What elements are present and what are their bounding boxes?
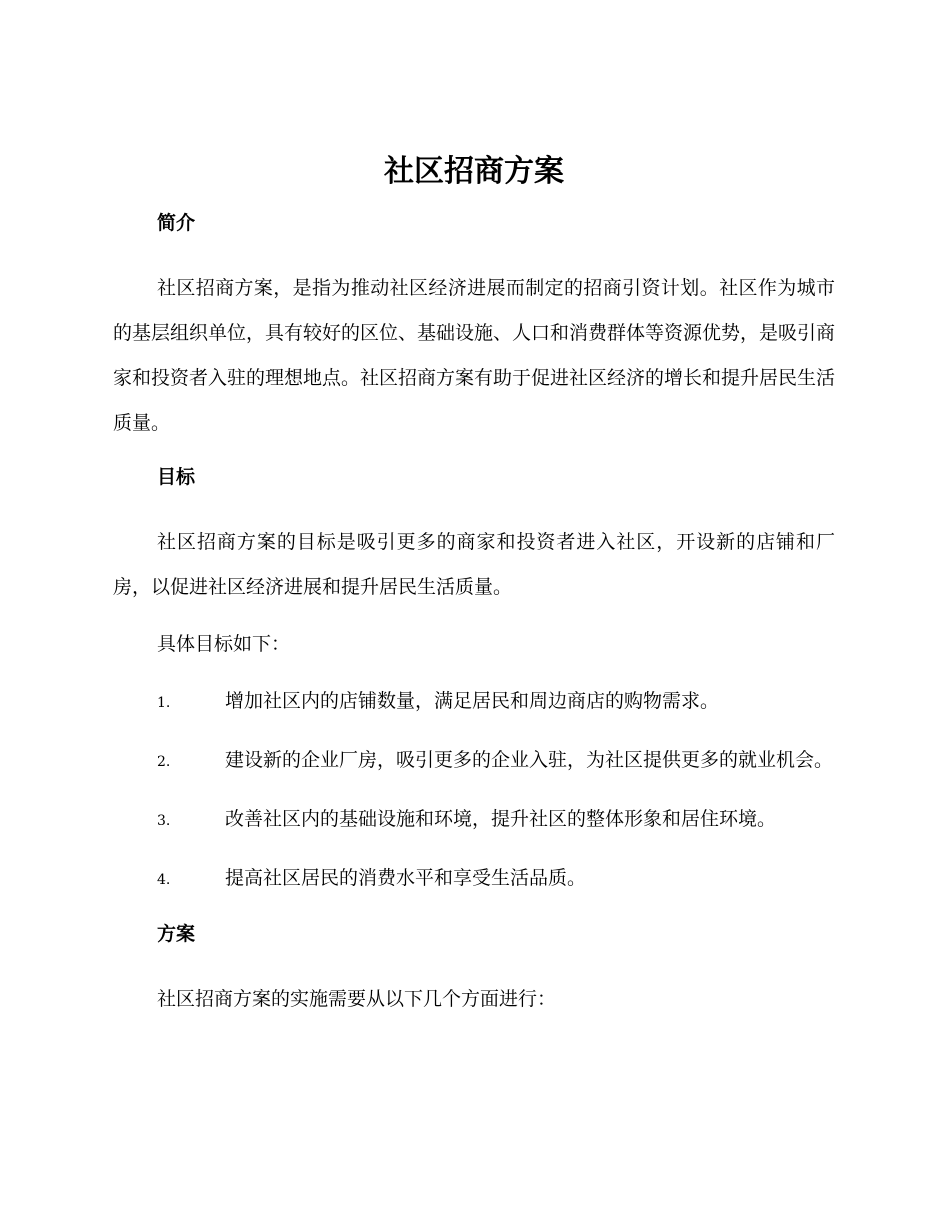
list-number: 2. [157, 754, 171, 770]
document-page [113, 150, 835, 1022]
list-text: 改善社区内的基础设施和环境，提升社区的整体形象和居住环境。 [225, 808, 777, 830]
section-heading-intro: 简介 [157, 212, 196, 234]
section-heading-plan: 方案 [157, 923, 196, 945]
page-title: 社区招商方案 [384, 154, 564, 189]
list-text: 建设新的企业厂房，吸引更多的企业入驻，为社区提供更多的就业机会。 [225, 749, 834, 771]
list-item [113, 738, 835, 785]
plan-paragraph: 社区招商方案的实施需要从以下几个方面进行： [157, 988, 557, 1010]
goals-paragraph: 社区招商方案的目标是吸引更多的商家和投资者进入社区，开设新的店铺和厂房，以促进社区经济进展和提升居民生活质量。 [113, 531, 835, 598]
list-number: 4. [157, 872, 171, 888]
list-text: 提高社区居民的消费水平和享受生活品质。 [225, 867, 587, 889]
list-item [113, 856, 835, 903]
section-heading-goals: 目标 [157, 466, 196, 488]
list-number: 3. [157, 813, 171, 829]
goals-list-intro: 具体目标如下： [157, 633, 291, 655]
list-text: 增加社区内的店铺数量，满足居民和周边商店的购物需求。 [225, 690, 720, 712]
list-item [113, 679, 835, 726]
list-item [113, 797, 835, 844]
list-number: 1. [157, 695, 171, 711]
intro-paragraph: 社区招商方案，是指为推动社区经济进展而制定的招商引资计划。社区作为城市的基层组织单位，具有较好的区位、基础设施、人口和消费群体等资源优势，是吸引商家和投资者入驻的理想地点。社区招商方案有助于促进社区经济的增长和提升居民生活质量。 [113, 277, 836, 434]
